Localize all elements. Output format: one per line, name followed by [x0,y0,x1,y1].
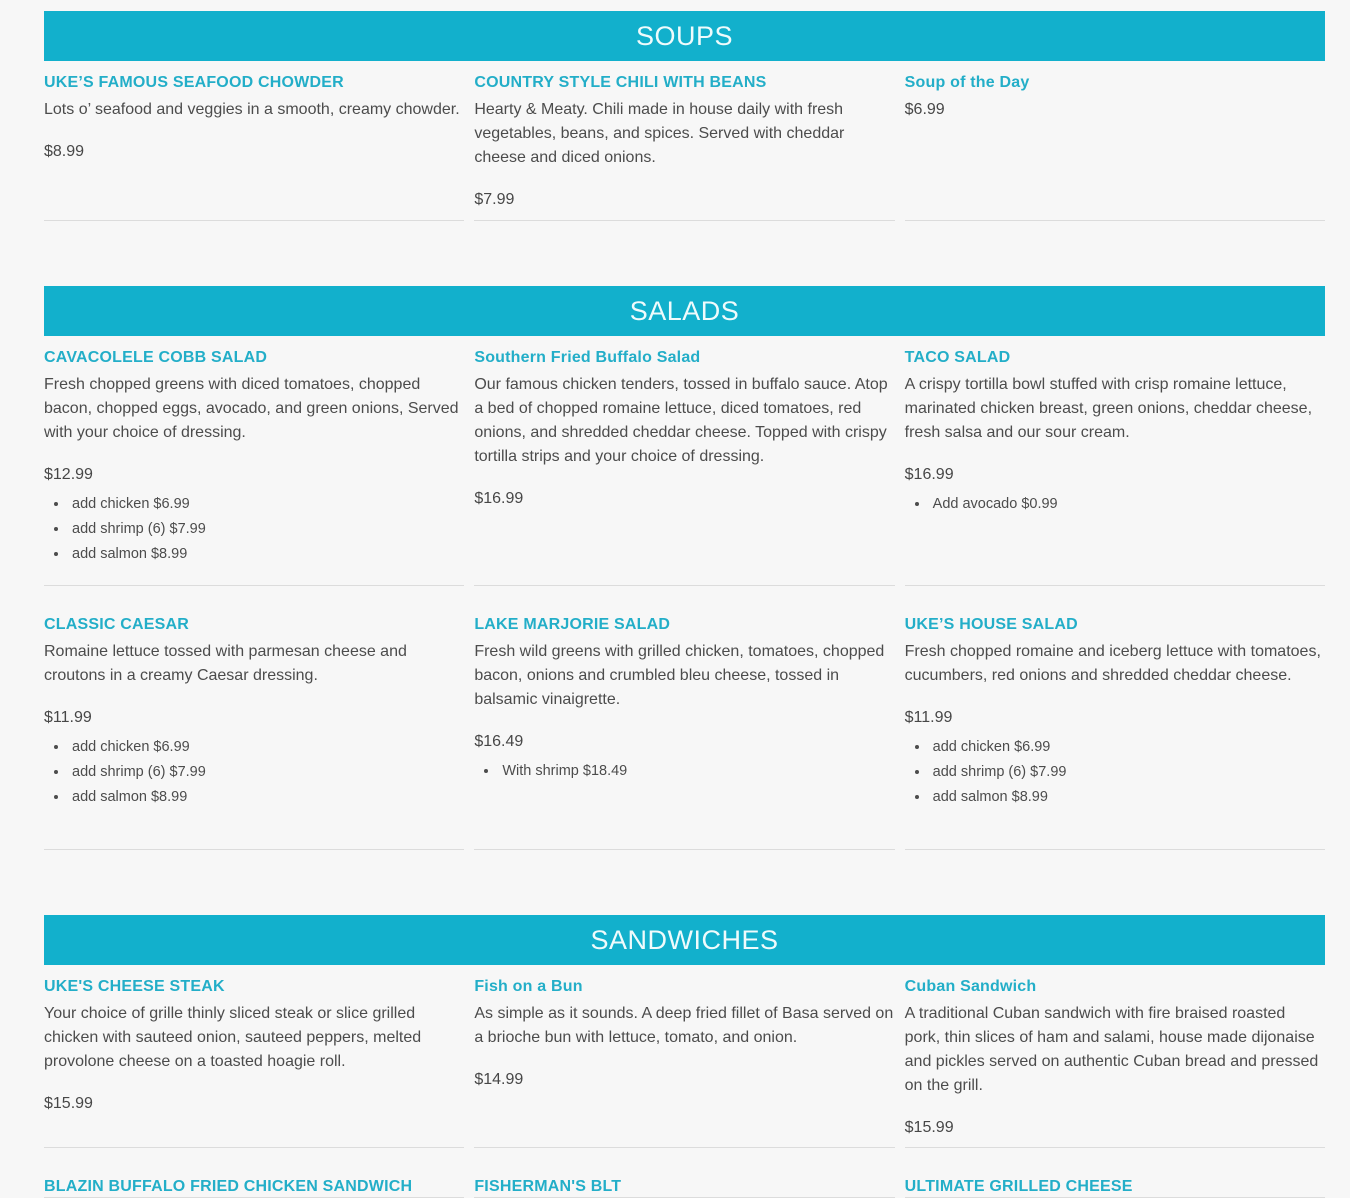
item-price: $8.99 [44,143,85,160]
item-title: CAVACOLELE COBB SALAD [44,349,268,366]
item-title: Cuban Sandwich [904,978,1037,995]
item-description: Fresh wild greens with grilled chicken, tomatoes, chopped bacon, onions and crumbled bleu cheese, tossed in balsamic vinaigrette. [474,643,885,708]
addon-item: • add shrimp (6) $7.99 [930,760,1325,785]
menu-item-taco-salad [905,336,1325,586]
addon-list [905,492,1325,517]
item-description: A crispy tortilla bowl stuffed with crisp romaine lettuce, marinated chicken breast, green onions, cheddar cheese, fresh salsa and our sour cream. [904,376,1313,441]
item-description: Fresh chopped romaine and iceberg lettuce with tomatoes, cucumbers, red onions and shredded cheddar cheese. [904,643,1321,684]
item-title: COUNTRY STYLE CHILI WITH BEANS [474,74,767,91]
section-title: SALADS [629,295,740,326]
item-price: $14.99 [474,1071,524,1088]
item-title: Soup of the Day [904,74,1030,91]
item-description: Your choice of grille thinly sliced steak or slice grilled chicken with sauteed onion, sauteed peppers, melted provolone cheese on a toasted hoagie roll. [44,1005,422,1070]
addon-item: • Add avocado $0.99 [930,492,1325,517]
menu-item-soup-of-the-day [905,61,1325,221]
menu-item-country-chili [474,61,894,221]
section-header-salads [44,286,1325,336]
section-title: SANDWICHES [590,924,779,955]
menu-item-buffalo-chicken-sandwich [44,1148,464,1198]
section-sandwiches [44,915,1325,1198]
menu-row [44,336,1325,586]
item-title: CLASSIC CAESAR [44,616,190,633]
item-price: $11.99 [44,709,92,726]
addon-list [44,492,464,567]
addon-list [44,735,464,810]
item-title: FISHERMAN'S BLT [474,1178,622,1195]
menu-item-lake-marjorie-salad [474,586,894,850]
item-title: UKE’S FAMOUS SEAFOOD CHOWDER [44,74,344,91]
item-price: $15.99 [44,1095,93,1112]
item-price: $16.99 [474,490,524,507]
section-header-soups [44,11,1325,61]
addon-list [905,735,1325,810]
item-price: $16.99 [904,466,954,483]
item-description: A traditional Cuban sandwich with fire braised roasted pork, thin slices of ham and salami, house made dijonaise and pickles served on authentic Cuban bread and pressed on the grill. [904,1005,1319,1094]
section-soups [44,11,1325,221]
menu-item-fishermans-blt [474,1148,894,1198]
addon-item: • add chicken $6.99 [69,735,464,760]
menu-row [44,965,1325,1148]
item-price: $12.99 [44,466,93,483]
item-description: Hearty & Meaty. Chili made in house daily with fresh vegetables, beans, and spices. Served with cheddar cheese and diced onions. [474,101,845,166]
item-price: $15.99 [904,1119,954,1136]
addon-item: • add salmon $8.99 [69,542,464,567]
item-description: As simple as it sounds. A deep fried fillet of Basa served on a brioche bun with lettuce, tomato, and onion. [474,1005,894,1046]
item-title: Southern Fried Buffalo Salad [474,349,701,366]
menu-row [44,586,1325,850]
item-price: $16.49 [474,733,524,750]
menu-item-buffalo-salad [474,336,894,586]
section-header-sandwiches [44,915,1325,965]
item-title: LAKE MARJORIE SALAD [474,616,671,633]
menu-row [44,1148,1325,1198]
menu-item-fish-on-a-bun [474,965,894,1148]
item-price: $6.99 [904,101,945,118]
menu-item-classic-caesar [44,586,464,850]
menu-row [44,61,1325,221]
addon-item: • add shrimp (6) $7.99 [69,517,464,542]
addon-item: • add salmon $8.99 [69,785,464,810]
menu-item-cheese-steak [44,965,464,1148]
section-title: SOUPS [635,20,734,51]
item-title: TACO SALAD [904,349,1011,366]
item-description: Fresh chopped greens with diced tomatoes, chopped bacon, chopped eggs, avocado, and green onions, Served with your choice of dressing. [44,376,459,441]
item-price: $11.99 [904,709,953,726]
item-description: Our famous chicken tenders, tossed in buffalo sauce. Atop a bed of chopped romaine lettuce, diced tomatoes, red onions, and shredded cheddar cheese. Topped with crispy tortilla strips and your choice of dressing. [474,376,888,465]
addon-item: • add salmon $8.99 [930,785,1325,810]
item-title: UKE'S CHEESE STEAK [44,978,225,995]
item-title: Fish on a Bun [474,978,583,995]
menu-item-house-salad [905,586,1325,850]
addon-list [474,759,894,784]
item-price: $7.99 [474,191,515,208]
addon-item: • add shrimp (6) $7.99 [69,760,464,785]
menu-item-cobb-salad [44,336,464,586]
item-title: UKE’S HOUSE SALAD [904,616,1078,633]
menu-item-cuban-sandwich [905,965,1325,1148]
section-salads [44,286,1325,850]
item-description: Romaine lettuce tossed with parmesan cheese and croutons in a creamy Caesar dressing. [44,643,407,684]
addon-item: • add chicken $6.99 [69,492,464,517]
addon-item: • add chicken $6.99 [930,735,1325,760]
menu-item-ultimate-grilled-cheese [905,1148,1325,1198]
item-title: ULTIMATE GRILLED CHEESE [904,1178,1133,1195]
menu-item-seafood-chowder [44,61,464,221]
menu-page [44,0,1325,1198]
addon-item: • With shrimp $18.49 [499,759,894,784]
item-title: BLAZIN BUFFALO FRIED CHICKEN SANDWICH [44,1178,413,1195]
item-description: Lots o’ seafood and veggies in a smooth, creamy chowder. [44,101,460,118]
